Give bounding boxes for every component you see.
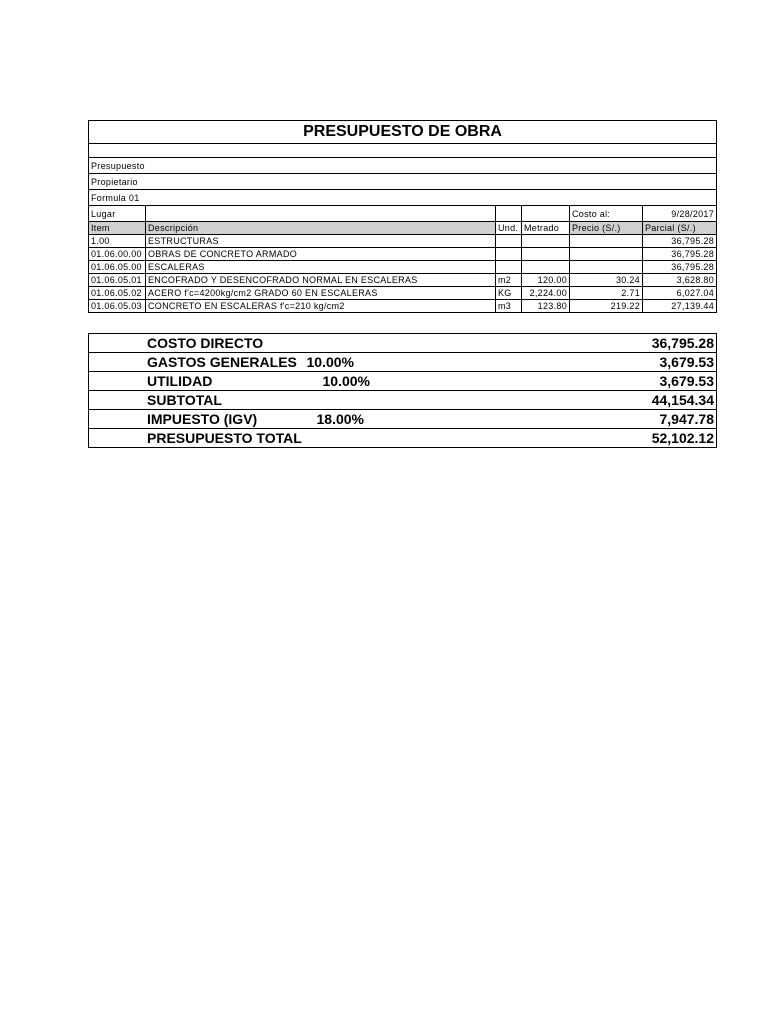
totals-amount: 44,154.34 [417,391,717,410]
totals-label: PRESUPUESTO TOTAL [89,429,307,448]
row-parcial: 27,139.44 [643,300,717,313]
header-descripcion: Descripción [146,222,496,235]
lugar-value [146,206,496,222]
row-parcial: 36,795.28 [643,248,717,261]
row-precio: 2.71 [570,287,643,300]
lugar-label: Lugar [89,206,146,222]
row-parcial: 6,027.04 [643,287,717,300]
costo-al-label: Costo al: [570,206,643,222]
row-precio [570,235,643,248]
row-metrado: 120.00 [522,274,570,287]
lugar-spacer [522,206,570,222]
table-row [89,235,717,248]
row-und: m3 [496,300,522,313]
table-row [89,300,717,313]
totals-pct [307,429,417,448]
row-parcial: 3,628.80 [643,274,717,287]
row-precio [570,261,643,274]
row-item: 1.00 [89,235,146,248]
row-und [496,235,522,248]
row-descripcion: ACERO f'c=4200kg/cm2 GRADO 60 EN ESCALERAS [146,287,496,300]
row-precio [570,248,643,261]
totals-label: UTILIDAD [89,372,307,391]
totals-amount: 3,679.53 [417,353,717,372]
row-item: 01.06.05.03 [89,300,146,313]
row-descripcion: OBRAS DE CONCRETO ARMADO [146,248,496,261]
row-parcial: 36,795.28 [643,261,717,274]
totals-pct: 10.00% [307,372,417,391]
row-precio: 30.24 [570,274,643,287]
row-und: m2 [496,274,522,287]
table-header [89,222,717,235]
header-metrado: Metrado [522,222,570,235]
totals-label: IMPUESTO (IGV) [89,410,307,429]
row-item: 01.06.05.02 [89,287,146,300]
row-metrado [522,261,570,274]
propietario-label: Propietario [89,174,717,190]
row-descripcion: CONCRETO EN ESCALERAS f'c=210 kg/cm2 [146,300,496,313]
page-title: PRESUPUESTO DE OBRA [89,121,717,144]
row-item: 01.06.05.01 [89,274,146,287]
totals-pct: 10.00% [307,353,417,372]
header-parcial: Parcial (S/.) [643,222,717,235]
row-descripcion: ENCOFRADO Y DESENCOFRADO NORMAL EN ESCALERAS [146,274,496,287]
totals-pct [307,334,417,353]
row-metrado [522,248,570,261]
totals-amount: 3,679.53 [417,372,717,391]
row-metrado [522,235,570,248]
presupuesto-label: Presupuesto [89,158,717,174]
row-und: KG [496,287,522,300]
totals-pct [307,391,417,410]
table-row [89,261,717,274]
formula-label: Formula 01 [89,190,717,206]
row-descripcion: ESTRUCTURAS [146,235,496,248]
table-row [89,287,717,300]
header-und: Und. [496,222,522,235]
blank-row [89,144,717,158]
totals-label: COSTO DIRECTO [89,334,307,353]
table-row [89,274,717,287]
row-item: 01.06.00.00 [89,248,146,261]
table-row [89,248,717,261]
budget-table [88,120,717,313]
header-precio: Precio (S/.) [570,222,643,235]
costo-al-date: 9/28/2017 [643,206,717,222]
row-metrado: 2,224.00 [522,287,570,300]
totals-row-gastos-generales [89,353,717,372]
row-metrado: 123.80 [522,300,570,313]
row-precio: 219.22 [570,300,643,313]
totals-label: SUBTOTAL [89,391,307,410]
totals-row-subtotal [89,391,717,410]
row-parcial: 36,795.28 [643,235,717,248]
row-und [496,248,522,261]
totals-amount: 36,795.28 [417,334,717,353]
totals-pct: 18.00% [307,410,417,429]
budget-sheet [88,120,716,313]
totals-row-impuesto [89,410,717,429]
row-descripcion: ESCALERAS [146,261,496,274]
row-und [496,261,522,274]
totals-amount: 52,102.12 [417,429,717,448]
header-item: Item [89,222,146,235]
totals-row-costo-directo [89,334,717,353]
totals-table [88,333,717,448]
row-item: 01.06.05.00 [89,261,146,274]
totals-label: GASTOS GENERALES [89,353,307,372]
totals-amount: 7,947.78 [417,410,717,429]
totals-row-presupuesto-total [89,429,717,448]
totals-row-utilidad [89,372,717,391]
lugar-spacer [496,206,522,222]
